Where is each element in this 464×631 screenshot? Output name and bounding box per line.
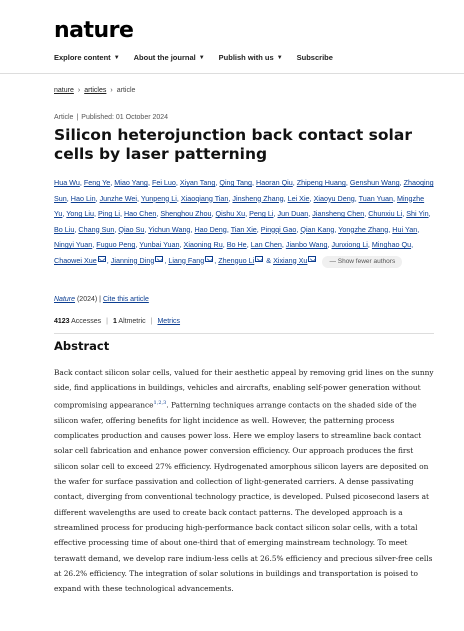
author-link[interactable]: Zhaoqing Sun [54,178,434,203]
nav-publish[interactable] [219,53,283,62]
author-link[interactable]: Pingqi Gao [260,224,297,234]
abstract-text-part1: Back contact silicon solar cells, valued for their aesthetic appeal by removing grid lines on the sunny side, find applications in buildings, vehicles and aircrafts, enabling self-power generation without compromising appearance [54,368,434,410]
nav-about-label: About the journal [133,53,196,62]
metrics-bar [54,318,180,325]
author-link[interactable]: Jianning Ding [110,255,155,265]
abstract-divider [54,333,434,334]
author-link[interactable]: Junzhe Wei [99,193,137,203]
author-link[interactable]: Bo He [226,240,247,249]
email-icon[interactable] [255,256,263,262]
chevron-down-icon: ▼ [276,54,283,61]
author-link[interactable]: Yichun Wang [148,224,191,234]
author-link[interactable]: Xixiang Xu [273,255,308,265]
article-title: Silicon heterojunction back contact solar cells by laser patterning [54,126,412,163]
author-link[interactable]: Xiyan Tang [179,178,216,187]
author-link[interactable]: Bo Liu [54,224,75,234]
author-link[interactable]: Fuguo Peng [96,240,136,249]
citation-line [54,296,149,303]
author-link[interactable]: Hao Deng [194,224,227,234]
author-link[interactable]: Ningyi Yuan [54,240,93,249]
altmetric-label: Altmetric [118,318,146,325]
abstract-text [54,365,438,597]
author-link[interactable]: Hua Wu [54,178,80,187]
header-divider [0,73,464,74]
author-link[interactable]: Miao Yang [114,178,148,187]
abstract-heading: Abstract [54,339,110,353]
article-type: Article [54,114,74,121]
nav-subscribe-label: Subscribe [296,53,333,62]
author-link[interactable]: Yunbai Yuan [139,240,180,249]
breadcrumb-current: article [116,87,136,94]
author-list: Hua Wu, Feng Ye, Miao Yang, Fei Luo, Xiyan Tang, Qing Tang, Haoran Qiu, Zhipeng Huang, Genshun Wang, Zhaoqing Sun, Hao Lin, Junzhe Wei, Yunpeng Li, Xiaoqiang Tian, Jinsheng Zhang, Lei Xie, Xiaoyu Deng, Tuan Yuan, Mingzhe Yu, Yong Liu, Ping Li, Hao Chen, Shenghou Zhou, Qishu Xu, Peng Li, Jun Duan, Jiansheng Chen, Chunxiu Li, Shi Yin, Bo Liu, Chang Sun, Qiao Su, Yichun Wang, Hao Deng, Tian Xie, Pingqi Gao, Qian Kang, Yongzhe Zhang, Hui Yan, Ningyi Yuan, Fuguo Peng, Yunbai Yuan, Xiaoning Ru, Bo He, Lan Chen, Jianbo Wang, Junxiong Li, Minghao Qu, Chaowei Xue , Jianning Ding , Liang Fang , Zhenguo Li & Xixiang Xu — Show fewer authors [54,175,434,268]
email-icon[interactable] [155,256,163,262]
nav-explore-label: Explore content [54,53,111,62]
journal-name: Nature [54,296,76,303]
author-link[interactable]: Jinsheng Zhang [232,193,284,203]
author-link[interactable]: Hao Chen [123,209,157,218]
author-link[interactable]: Tian Xie [230,224,257,234]
email-icon[interactable] [98,256,106,262]
article-meta [54,114,168,121]
breadcrumb-nature[interactable]: nature [54,87,74,94]
email-icon[interactable] [308,256,316,262]
show-fewer-authors-button[interactable]: — Show fewer authors [322,256,402,268]
nav-subscribe[interactable] [297,53,333,62]
chevron-down-icon: ▼ [113,54,120,61]
abstract-text-part2: . Patterning techniques arrange contacts on the shaded side of the silicon wafer, offering benefits for light incidence as well. However, the patterning process complicates production and causes power loss. Here we employ lasers to streamline back contact solar cell fabrication and enhance power conversion efficiency. Our approach produces the first silicon solar cell to exceed 27% efficiency. Hydrogenated amorphous silicon layers are deposited on the wafer for surface passivation and collection of light-generated carriers. A dense passivating contact, diverging from conventional technology practice, is developed. Pulsed picosecond lasers at different wavelengths are used to create back contact patterns. The developed approach is a streamlined process for producing high-performance back contact silicon solar cells, with a total effective processing time of about one-third that of emerging mainstream technology. To meet terawatt demand, we develop rare indium-less cells at 26.5% efficiency and precious silver-free cells at 26.2% efficiency. The integration of solar solutions in buildings and transportation is poised to expand with these technological advancements. [54,400,433,594]
author-link[interactable]: Qing Tang [219,178,252,187]
author-link[interactable]: Qiao Su [118,224,145,234]
published-date: Published: 01 October 2024 [81,114,169,121]
author-link[interactable]: Liang Fang [168,255,205,265]
chevron-down-icon: ▼ [198,54,205,61]
meta-separator: | [76,114,79,121]
author-link[interactable]: Mingzhe Yu [54,193,425,218]
reference-link[interactable]: 1,2,3 [153,399,167,406]
author-link[interactable]: Hao Lin [70,193,96,203]
metrics-link[interactable]: Metrics [157,318,181,325]
author-link[interactable]: Feng Ye [83,178,111,187]
author-link[interactable]: Yongzhe Zhang [338,224,389,234]
author-link[interactable]: Chang Sun [78,224,115,234]
author-link[interactable]: Haoran Qiu [256,178,293,187]
metrics-separator: | [106,318,108,325]
author-link[interactable]: Junxiong Li [331,240,368,249]
author-link[interactable]: Jianbo Wang [285,240,328,249]
email-icon[interactable] [205,256,213,262]
nav-explore-content[interactable] [54,53,120,62]
author-link[interactable]: Shenghou Zhou [160,209,212,218]
nav-publish-label: Publish with us [218,53,274,62]
author-link[interactable]: Hui Yan [392,224,418,234]
author-link[interactable]: Zhenguo Li [218,255,255,265]
journal-link[interactable] [54,296,75,303]
author-link[interactable]: Fei Luo [151,178,176,187]
nav-about-journal[interactable] [134,53,205,62]
author-link[interactable]: Genshun Wang [349,178,400,187]
author-link[interactable]: Lan Chen [250,240,282,249]
author-link[interactable]: Minghao Qu [371,240,412,249]
breadcrumb [54,87,135,94]
breadcrumb-articles[interactable]: articles [84,87,107,94]
author-link[interactable]: Lei Xie [287,193,310,203]
author-link[interactable]: Qian Kang [300,224,335,234]
author-link[interactable]: Qishu Xu [215,209,246,218]
author-link[interactable]: Chunxiu Li [368,209,403,218]
author-link[interactable]: Xiaoning Ru [183,240,223,249]
main-nav [54,53,347,62]
citation-year: (2024) [76,296,98,303]
author-link[interactable]: Chaowei Xue [54,255,97,265]
author-link[interactable]: Jiansheng Chen [312,209,365,218]
breadcrumb-chevron-icon: › [110,87,113,94]
author-link[interactable]: Ping Li [98,209,120,218]
author-link[interactable]: Jun Duan [277,209,309,218]
accesses-label: Accesses [71,318,102,325]
metrics-separator: | [150,318,153,325]
author-link[interactable]: Xiaoyu Deng [313,193,355,203]
altmetric-count: 1 [112,318,117,325]
author-link[interactable]: Yunpeng Li [140,193,177,203]
author-link[interactable]: Zhipeng Huang [296,178,346,187]
author-link[interactable]: Yong Liu [66,209,94,218]
author-link[interactable]: Xiaoqiang Tian [180,193,229,203]
author-link[interactable]: Shi Yin [406,209,429,218]
author-link[interactable]: Peng Li [249,209,274,218]
author-link[interactable]: Tuan Yuan [358,193,393,203]
citation-separator: | [99,296,101,303]
breadcrumb-chevron-icon: › [77,87,81,94]
accesses-count: 4123 [54,318,70,325]
cite-this-article-link[interactable]: Cite this article [102,296,149,303]
nature-logo[interactable]: nature [54,18,134,43]
